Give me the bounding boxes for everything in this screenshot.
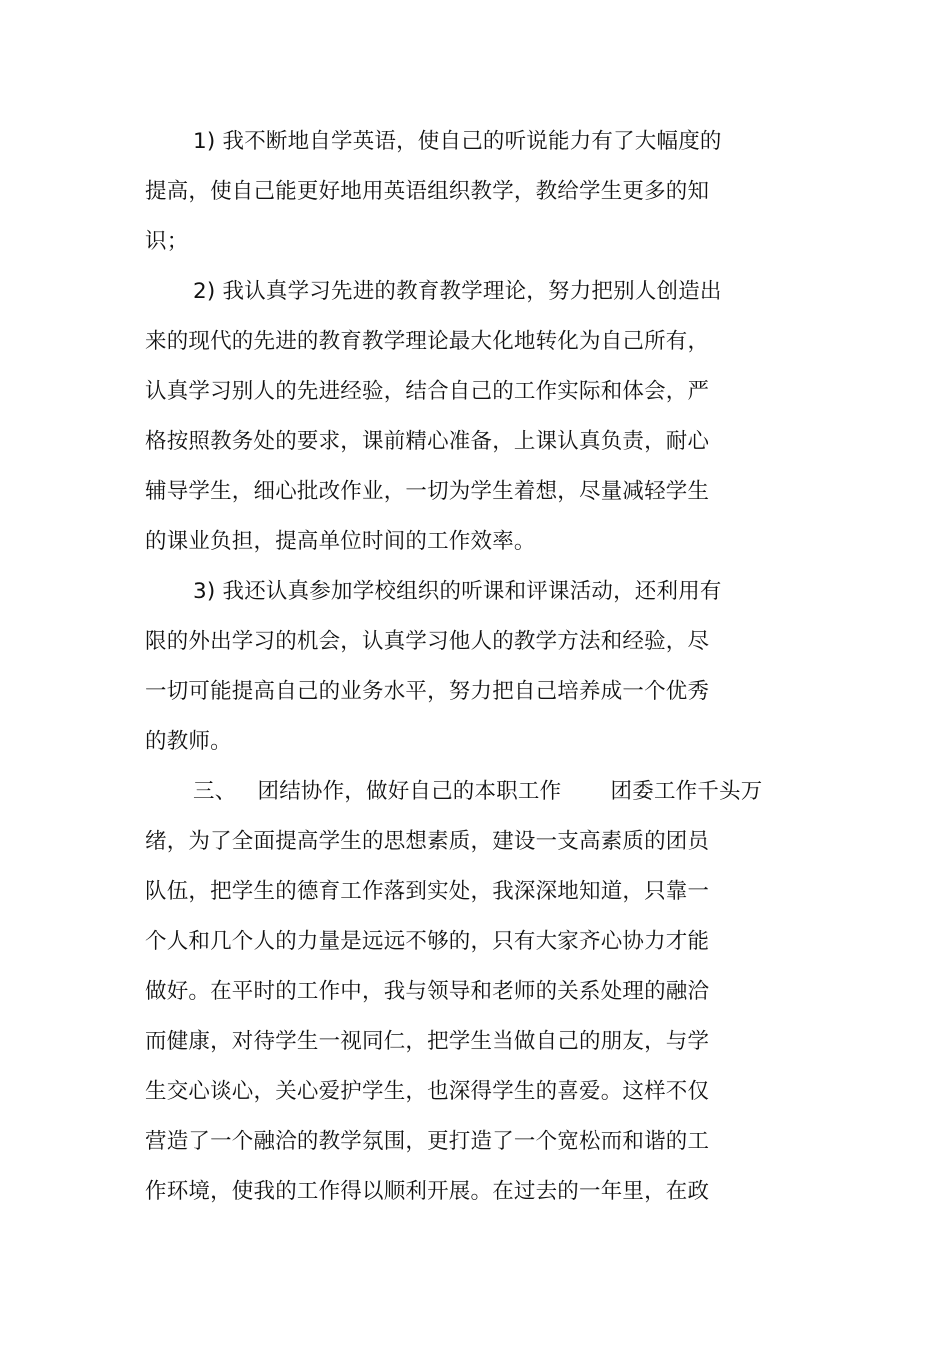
text-line: 识； (145, 229, 189, 254)
text-line: 的教师。 (145, 729, 232, 754)
text-line: 绪，为了全面提高学生的思想素质，建设一支高素质的团员 (145, 829, 710, 854)
text-line: 限的外出学习的机会，认真学习他人的教学方法和经验，尽 (145, 629, 710, 654)
text-line: 2) 我认真学习先进的教育教学理论，努力把别人创造出 (193, 279, 722, 304)
text-line: 格按照教务处的要求，课前精心准备，上课认真负责，耐心 (145, 429, 710, 454)
text-line: 的课业负担，提高单位时间的工作效率。 (145, 529, 536, 554)
text-line: 作环境，使我的工作得以顺利开展。在过去的一年里，在政 (145, 1179, 710, 1204)
text-line: 做好。在平时的工作中，我与领导和老师的关系处理的融洽 (145, 979, 710, 1004)
text-line: 提高，使自己能更好地用英语组织教学，教给学生更多的知 (145, 179, 710, 204)
text-line: 1) 我不断地自学英语，使自己的听说能力有了大幅度的 (193, 129, 722, 154)
text-line: 营造了一个融洽的教学氛围，更打造了一个宽松而和谐的工 (145, 1129, 710, 1154)
text-line: 一切可能提高自己的业务水平，努力把自己培养成一个优秀 (145, 679, 710, 704)
text-line: 个人和几个人的力量是远远不够的，只有大家齐心协力才能 (145, 929, 710, 954)
section-heading-line: 三、 团结协作，做好自己的本职工作 团委工作千头万 (193, 779, 763, 804)
text-line: 辅导学生，细心批改作业，一切为学生着想，尽量减轻学生 (145, 479, 710, 504)
text-line: 3) 我还认真参加学校组织的听课和评课活动，还利用有 (193, 579, 722, 604)
text-line: 队伍，把学生的德育工作落到实处，我深深地知道，只靠一 (145, 879, 710, 904)
text-line: 来的现代的先进的教育教学理论最大化地转化为自己所有， (145, 329, 710, 354)
text-line: 而健康，对待学生一视同仁，把学生当做自己的朋友，与学 (145, 1029, 710, 1054)
text-line: 生交心谈心，关心爱护学生，也深得学生的喜爱。这样不仅 (145, 1079, 710, 1104)
text-line: 认真学习别人的先进经验，结合自己的工作实际和体会，严 (145, 379, 710, 404)
